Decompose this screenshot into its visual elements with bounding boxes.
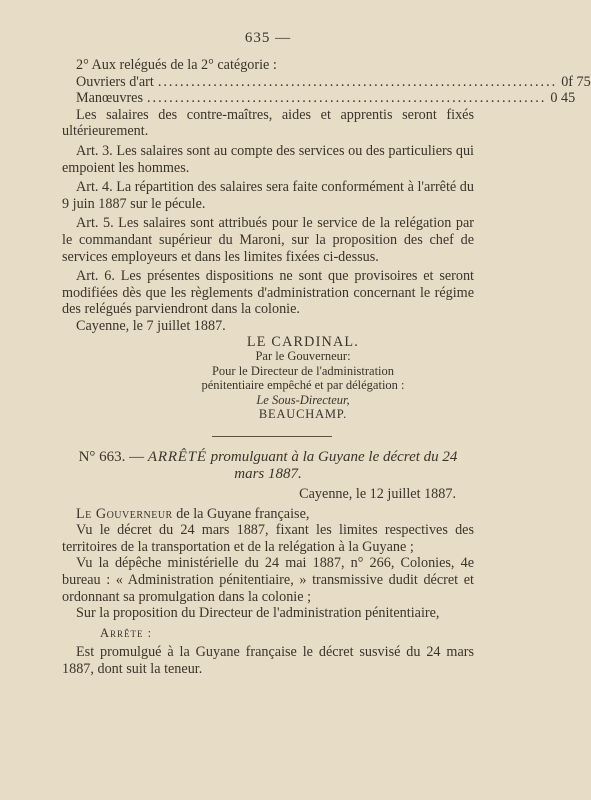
decree-paragraph: Vu la dépêche ministérielle du 24 mai 1887, n° 266, Colonies, 4e bureau : « Administration pénitentiaire, » transmissive dudit décret et ordonnant sa promulgation dans la colonie ; bbox=[62, 555, 474, 605]
dot-leader: ........................................................................ bbox=[157, 73, 558, 90]
article-3: Art. 3. Les salaires sont au compte des services ou des particuliers qui empoient les hommes. bbox=[62, 142, 474, 176]
wage-label: Manœuvres bbox=[76, 90, 143, 107]
dateline: Cayenne, le 7 juillet 1887. bbox=[76, 317, 226, 334]
signatory-name: LE CARDINAL. bbox=[246, 333, 360, 350]
wage-label: Ouvriers d'art bbox=[76, 73, 154, 90]
wage-row bbox=[62, 73, 591, 91]
page-number: 635 — bbox=[244, 30, 292, 46]
decree-title: promulguant à la Guyane le décret du 24 mars 1887. bbox=[210, 449, 458, 483]
wage-value: 0f 75 bbox=[561, 73, 591, 90]
governor-title: Le Gouverneur bbox=[76, 505, 173, 522]
signature-line: Pour le Directeur de l'administration bbox=[211, 363, 395, 378]
decree-paragraph: Vu le décret du 24 mars 1887, fixant les limites respectives des territoires de la transportation et de la relégation à la Guyane ; bbox=[62, 522, 474, 555]
article-4: Art. 4. La répartition des salaires sera faite conformément à l'arrêté du 9 juin 1887 sur le pécule. bbox=[62, 179, 474, 212]
wage-row bbox=[62, 90, 576, 107]
divider bbox=[212, 436, 332, 437]
decree-title-caps: ARRÊTÉ bbox=[147, 449, 207, 466]
article-6: Art. 6. Les présentes dispositions ne sont que provisoires et seront modifiées dès que les règlements d'administration concernant le régime des relégués parviendront dans la colonie. bbox=[62, 268, 474, 318]
arrete-label: Arrête : bbox=[100, 625, 153, 640]
governor-line bbox=[62, 506, 474, 523]
wage-value: 0 45 bbox=[550, 90, 576, 107]
decree-dateline: Cayenne, le 12 juillet 1887. bbox=[299, 486, 456, 503]
signature-line: Par le Gouverneur: bbox=[255, 349, 351, 364]
decree-final-paragraph: Est promulgué à la Guyane française le décret susvisé du 24 mars 1887, dont suit la teneur. bbox=[62, 644, 474, 677]
decree-paragraph: Sur la proposition du Directeur de l'administration pénitentiaire, bbox=[76, 605, 440, 622]
governor-rest: de la Guyane française, bbox=[176, 505, 310, 522]
signature-line: Le Sous-Directeur, bbox=[256, 392, 350, 407]
article-5: Art. 5. Les salaires sont attribués pour le service de la relégation par le commandant supérieur du Maroni, sur la proposition des chef de services employeurs et dans les limites fixées ci-dessus. bbox=[62, 215, 474, 265]
decree-number: N° 663. — bbox=[78, 449, 145, 466]
paragraph: Les salaires des contre-maîtres, aides et apprentis seront fixés ultérieurement. bbox=[62, 106, 474, 140]
dot-leader: ........................................................................ bbox=[146, 90, 547, 107]
signature-block bbox=[132, 335, 474, 423]
decree-heading bbox=[62, 449, 474, 483]
signature-line: BEAUCHAMP. bbox=[258, 407, 348, 422]
section-heading: 2° Aux relégués de la 2° catégorie : bbox=[76, 57, 277, 73]
signature-line: pénitentiaire empêché et par délégation : bbox=[201, 378, 405, 393]
